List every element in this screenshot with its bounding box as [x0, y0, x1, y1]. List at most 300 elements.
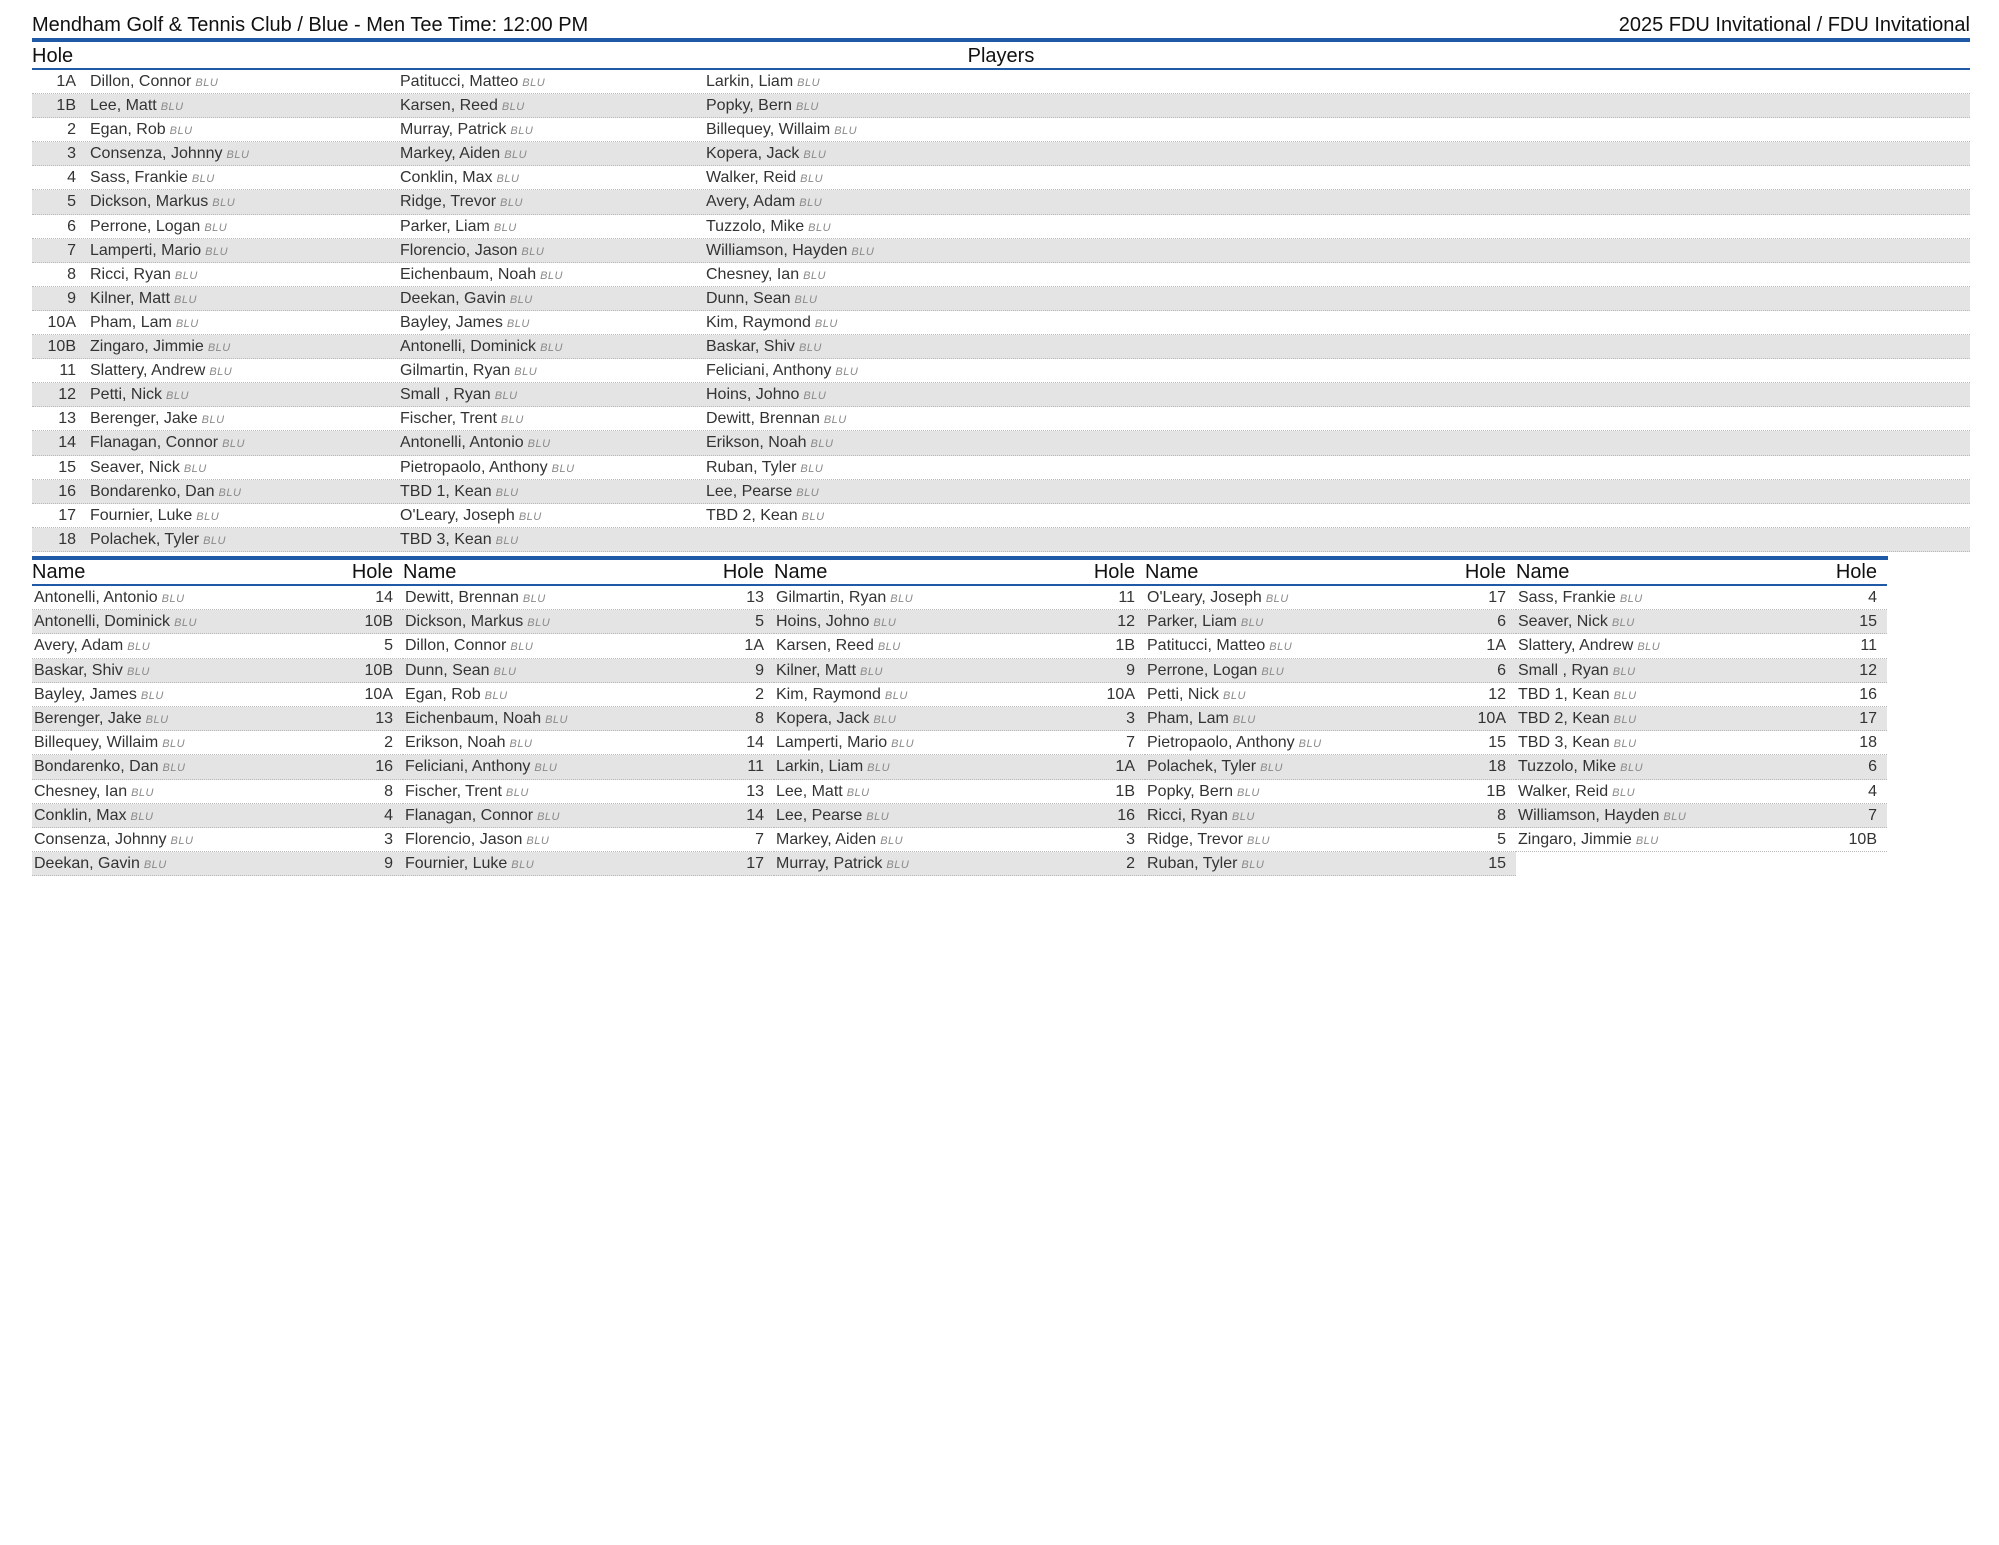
tee-tag: BLU: [126, 665, 150, 678]
player-name: Feliciani, Anthony: [706, 362, 832, 380]
hole-number: 4: [1868, 589, 1877, 606]
player-name: Conklin, Max: [400, 169, 493, 187]
hole-number: 16: [1859, 685, 1877, 703]
player-cell: [1518, 610, 1635, 633]
player-name: Gilmartin, Ryan: [400, 362, 511, 380]
hole-number: 17: [1859, 709, 1877, 727]
player-cell: [1518, 707, 1637, 730]
player-cell: [90, 94, 400, 117]
player-name: Gilmartin, Ryan: [776, 589, 887, 606]
list-item: [1516, 610, 1887, 634]
player-name: Flanagan, Connor: [405, 806, 534, 824]
hole-number: 3: [1126, 830, 1135, 848]
player-cell: [706, 70, 1006, 93]
list-item: [1145, 610, 1516, 634]
tee-tag: BLU: [495, 534, 519, 547]
list-item: [774, 586, 1145, 610]
player-name: Pham, Lam: [90, 313, 172, 331]
player-name: Walker, Reid: [1518, 782, 1609, 800]
player-cell: [34, 828, 193, 851]
tee-tag: BLU: [505, 786, 529, 799]
list-item: [1516, 659, 1887, 683]
tee-tag: BLU: [1298, 738, 1322, 751]
player-name: Fournier, Luke: [90, 506, 193, 524]
tee-tag: BLU: [191, 173, 215, 186]
player-name: Dickson, Markus: [405, 613, 524, 631]
player-name: Walker, Reid: [706, 169, 797, 187]
tee-tag: BLU: [814, 317, 838, 330]
list-item: [403, 634, 774, 658]
player-name: Markey, Aiden: [400, 145, 501, 163]
player-name: Feliciani, Anthony: [405, 758, 531, 776]
list-item: [403, 659, 774, 683]
tee-tag: BLU: [510, 641, 534, 654]
player-cell: [34, 610, 197, 633]
tee-tag: BLU: [518, 510, 542, 523]
tee-tag: BLU: [1613, 713, 1637, 726]
tee-tag: BLU: [810, 438, 834, 451]
tee-tag: BLU: [226, 149, 250, 162]
player-cell: [400, 118, 706, 141]
table-row: [32, 215, 1970, 239]
page-header: [32, 12, 1970, 42]
hole-number: 15: [58, 458, 76, 476]
player-name: Egan, Rob: [90, 121, 166, 139]
hole-number: 17: [58, 506, 76, 524]
player-cell: [90, 166, 400, 189]
player-cell: [1518, 634, 1660, 657]
tee-tag: BLU: [522, 77, 546, 89]
table-row: [32, 431, 1970, 455]
tee-tag: BLU: [1613, 689, 1637, 702]
hole-number: 13: [746, 589, 764, 606]
tee-tag: BLU: [823, 414, 847, 427]
list-item: [32, 586, 403, 610]
hole-number: 11: [747, 758, 764, 776]
hole-number: 1B: [1115, 637, 1135, 655]
player-name: Ricci, Ryan: [90, 265, 171, 283]
tee-tag: BLU: [143, 859, 167, 872]
player-name: Chesney, Ian: [34, 782, 128, 800]
tee-tag: BLU: [183, 462, 207, 475]
tee-tag: BLU: [511, 859, 535, 872]
tee-tag: BLU: [1241, 859, 1265, 872]
hole-number: 7: [1868, 806, 1877, 824]
player-name: TBD 2, Kean: [706, 506, 798, 524]
hole-number: 12: [58, 386, 76, 404]
player-cell: [776, 586, 913, 609]
hole-number: 4: [1868, 782, 1877, 800]
tee-tag: BLU: [493, 665, 517, 678]
player-cell: [776, 634, 901, 657]
player-name: Antonelli, Antonio: [400, 434, 524, 452]
player-cell: [34, 852, 167, 875]
player-name: Egan, Rob: [405, 685, 481, 703]
player-name: Kim, Raymond: [776, 685, 881, 703]
tee-tag: BLU: [493, 221, 517, 234]
tee-tag: BLU: [501, 101, 525, 114]
tee-tag: BLU: [797, 77, 821, 89]
tee-tag: BLU: [808, 221, 832, 234]
hole-number: 13: [375, 709, 393, 727]
player-cell: [34, 586, 185, 609]
player-cell: [776, 707, 896, 730]
player-cell: [400, 142, 706, 165]
hole-number: 7: [1126, 734, 1135, 752]
list-item: [403, 586, 774, 610]
player-name: Berenger, Jake: [90, 410, 198, 428]
player-name: Florencio, Jason: [405, 830, 523, 848]
player-name: Bondarenko, Dan: [34, 758, 159, 776]
player-cell: [90, 263, 400, 286]
list-item: [1516, 828, 1887, 852]
tee-tag: BLU: [866, 810, 890, 823]
player-name: Chesney, Ian: [706, 265, 800, 283]
tee-tag: BLU: [1611, 617, 1635, 630]
hole-assignments-table: [32, 44, 1970, 552]
hole-number: 5: [755, 613, 764, 631]
tee-tag: BLU: [201, 414, 225, 427]
tee-tag: BLU: [140, 689, 164, 702]
index-column: [774, 560, 1145, 876]
list-item: [403, 683, 774, 707]
name-column-header: Name: [774, 561, 828, 583]
hole-number: 10B: [364, 661, 393, 679]
player-name: Lee, Pearse: [706, 482, 793, 500]
tee-tag: BLU: [509, 293, 533, 306]
hole-number: 5: [384, 637, 393, 655]
hole-column-header: Hole: [722, 561, 764, 583]
tee-tag: BLU: [803, 390, 827, 403]
player-cell: [776, 804, 889, 827]
player-cell: [1147, 610, 1264, 633]
player-cell: [34, 634, 150, 657]
player-cell: [405, 586, 546, 609]
player-cell: [1147, 755, 1283, 778]
player-cell: [1518, 828, 1659, 851]
tee-tag: BLU: [1619, 593, 1643, 605]
table-row: [32, 504, 1970, 528]
player-name: Antonelli, Antonio: [34, 589, 158, 606]
player-cell: [400, 239, 706, 262]
hole-number: 16: [375, 758, 393, 776]
hole-number: 14: [746, 806, 764, 824]
player-cell: [90, 287, 400, 310]
hole-number: 12: [1488, 685, 1506, 703]
list-item: [1145, 731, 1516, 755]
tee-tag: BLU: [203, 534, 226, 547]
list-item: [774, 610, 1145, 634]
hole-number: 8: [1497, 806, 1506, 824]
tee-tag: BLU: [521, 245, 545, 258]
player-cell: [776, 755, 890, 778]
list-item: [1145, 683, 1516, 707]
hole-column-header: Hole: [1464, 561, 1506, 583]
hole-number: 2: [384, 734, 393, 752]
player-name: Williamson, Hayden: [706, 241, 848, 259]
player-cell: [405, 683, 508, 706]
tee-tag: BLU: [1261, 665, 1285, 678]
player-name: Kim, Raymond: [706, 313, 811, 331]
player-cell: [706, 190, 1006, 213]
player-name: Parker, Liam: [400, 217, 490, 235]
hole-column-header: Hole: [32, 45, 74, 67]
player-name: Antonelli, Dominick: [34, 613, 171, 631]
hole-number: 9: [1126, 661, 1135, 679]
hole-number: 6: [1497, 661, 1506, 679]
player-cell: [34, 804, 153, 827]
player-cell: [90, 383, 400, 406]
player-cell: [400, 287, 706, 310]
player-name: Lamperti, Mario: [776, 734, 888, 752]
tee-tag: BLU: [1232, 713, 1256, 726]
hole-number: 1A: [744, 637, 764, 655]
player-cell: [400, 383, 706, 406]
player-name: Popky, Bern: [1147, 782, 1233, 800]
tee-tag: BLU: [551, 462, 575, 475]
player-cell: [1147, 731, 1322, 754]
player-cell: [90, 70, 400, 93]
hole-number: 11: [1118, 589, 1135, 606]
tee-tag: BLU: [846, 786, 870, 799]
player-name: Consenza, Johnny: [90, 145, 223, 163]
list-item: [32, 804, 403, 828]
player-name: Petti, Nick: [1147, 685, 1220, 703]
player-name: Fischer, Trent: [400, 410, 497, 428]
player-name: Dillon, Connor: [405, 637, 507, 655]
player-cell: [400, 480, 706, 503]
tee-tag: BLU: [801, 510, 825, 523]
player-cell: [706, 407, 1006, 430]
player-cell: [1518, 683, 1637, 706]
table-row: [32, 166, 1970, 190]
player-cell: [405, 659, 516, 682]
player-name: Zingaro, Jimmie: [1518, 830, 1632, 848]
player-cell: [400, 94, 706, 117]
player-name: Murray, Patrick: [400, 121, 507, 139]
hole-number: 9: [384, 855, 393, 873]
table-row: [32, 263, 1970, 287]
list-item: [32, 683, 403, 707]
player-name: Conklin, Max: [34, 806, 127, 824]
tee-tag: BLU: [803, 269, 826, 282]
player-name: Slattery, Andrew: [90, 362, 206, 380]
hole-number: 17: [1488, 589, 1506, 606]
player-cell: [1518, 780, 1635, 803]
list-item: [774, 852, 1145, 876]
player-name: Dunn, Sean: [706, 289, 791, 307]
tee-tag: BLU: [174, 617, 197, 630]
tee-tag: BLU: [494, 390, 518, 403]
hole-number: 11: [1860, 637, 1877, 655]
tee-tag: BLU: [886, 859, 910, 872]
player-name: TBD 1, Kean: [400, 482, 492, 500]
player-name: Billequey, Willaim: [706, 121, 831, 139]
player-cell: [776, 659, 883, 682]
player-cell: [90, 118, 400, 141]
player-name: Eichenbaum, Noah: [400, 265, 537, 283]
hole-number: 12: [1859, 661, 1877, 679]
hole-number: 10B: [364, 613, 393, 631]
player-cell: [1518, 659, 1636, 682]
hole-number: 6: [67, 217, 76, 235]
list-item: [403, 731, 774, 755]
index-column-header: [403, 560, 774, 586]
player-name: Fournier, Luke: [405, 855, 508, 873]
player-name: Bayley, James: [400, 313, 503, 331]
tee-tag: BLU: [500, 414, 524, 427]
hole-number: 10B: [47, 338, 76, 356]
list-item: [774, 634, 1145, 658]
hole-number: 3: [67, 145, 76, 163]
tee-tag: BLU: [835, 366, 859, 379]
hole-column-header: Hole: [1835, 561, 1877, 583]
table-row: [32, 287, 1970, 311]
hole-number: 12: [1117, 613, 1135, 631]
list-item: [403, 610, 774, 634]
player-cell: [90, 456, 400, 479]
list-item: [774, 731, 1145, 755]
tee-tag: BLU: [162, 738, 186, 751]
player-cell: [776, 683, 908, 706]
player-cell: [706, 142, 1006, 165]
list-item: [403, 804, 774, 828]
list-item: [1516, 634, 1887, 658]
tee-tag: BLU: [851, 245, 875, 258]
list-item: [1145, 780, 1516, 804]
player-name: Kopera, Jack: [706, 145, 800, 163]
player-cell: [34, 683, 164, 706]
name-column-header: Name: [32, 561, 86, 583]
tee-tag: BLU: [212, 197, 236, 210]
list-item: [403, 707, 774, 731]
player-cell: [90, 335, 400, 358]
list-item: [1516, 780, 1887, 804]
hole-number: 16: [1117, 806, 1135, 824]
hole-number: 14: [58, 434, 76, 452]
hole-assignments-header: [32, 44, 1970, 70]
hole-number: 15: [1859, 613, 1877, 631]
player-name: Kilner, Matt: [776, 661, 857, 679]
player-name: Seaver, Nick: [90, 458, 180, 476]
player-name: Hoins, Johno: [706, 386, 800, 404]
player-cell: [34, 755, 185, 778]
player-name: Polachek, Tyler: [90, 530, 200, 548]
hole-number: 4: [67, 169, 76, 187]
tee-tag: BLU: [527, 617, 551, 630]
hole-number: 16: [58, 482, 76, 500]
player-cell: [706, 383, 1006, 406]
player-cell: [1518, 755, 1643, 778]
player-name: Deekan, Gavin: [34, 855, 140, 873]
tee-tag: BLU: [877, 641, 901, 654]
hole-number: 10A: [1477, 709, 1506, 727]
table-row: [32, 456, 1970, 480]
hole-column-header: Hole: [1093, 561, 1135, 583]
player-name: Hoins, Johno: [776, 613, 870, 631]
player-name: Small , Ryan: [1518, 661, 1609, 679]
tee-tag: BLU: [1236, 786, 1260, 799]
player-cell: [90, 431, 400, 454]
player-name: Bayley, James: [34, 685, 137, 703]
tee-tag: BLU: [195, 77, 219, 89]
list-item: [1516, 731, 1887, 755]
hole-number: 1A: [1115, 758, 1135, 776]
player-name: Williamson, Hayden: [1518, 806, 1660, 824]
player-name: Petti, Nick: [90, 386, 163, 404]
hole-number: 18: [1859, 734, 1877, 752]
player-name: O'Leary, Joseph: [400, 506, 515, 524]
tee-tag: BLU: [506, 317, 530, 330]
list-item: [32, 755, 403, 779]
hole-number: 5: [67, 193, 76, 211]
hole-number: 7: [67, 241, 76, 259]
player-name: Murray, Patrick: [776, 855, 883, 873]
tee-tag: BLU: [540, 342, 563, 355]
tee-tag: BLU: [509, 738, 533, 751]
player-cell: [90, 311, 400, 334]
list-item: [1516, 586, 1887, 610]
tee-tag: BLU: [174, 293, 197, 306]
hole-number: 8: [384, 782, 393, 800]
player-cell: [1518, 804, 1686, 827]
tee-tag: BLU: [891, 738, 915, 751]
hole-number: 8: [67, 265, 76, 283]
hole-number: 15: [1488, 855, 1506, 873]
list-item: [32, 659, 403, 683]
player-cell: [34, 659, 150, 682]
table-row: [32, 94, 1970, 118]
player-cell: [405, 610, 550, 633]
tee-tag: BLU: [795, 101, 819, 114]
hole-number: 1A: [1486, 637, 1506, 655]
player-name: Ridge, Trevor: [400, 193, 497, 211]
tee-tag: BLU: [205, 245, 229, 258]
tee-tag: BLU: [537, 810, 560, 823]
tee-tag: BLU: [500, 197, 523, 210]
player-cell: [1147, 634, 1292, 657]
player-cell: [1147, 852, 1264, 875]
player-cell: [405, 755, 557, 778]
hole-number: 13: [58, 410, 76, 428]
tee-tag: BLU: [1240, 617, 1264, 630]
player-cell: [405, 828, 549, 851]
tee-tag: BLU: [1663, 810, 1687, 823]
player-cell: [706, 166, 1006, 189]
player-cell: [1147, 586, 1289, 609]
list-item: [774, 659, 1145, 683]
hole-assignments-rows: [32, 70, 1970, 552]
tee-tag: BLU: [545, 713, 568, 726]
index-column-header: [32, 560, 403, 586]
player-name: O'Leary, Joseph: [1147, 589, 1262, 606]
player-name: Erikson, Noah: [706, 434, 807, 452]
tee-tag: BLU: [540, 269, 563, 282]
tee-tag: BLU: [162, 762, 186, 775]
player-cell: [706, 239, 1006, 262]
player-cell: [706, 335, 1006, 358]
player-cell: [34, 780, 154, 803]
player-index-grid: [32, 560, 1888, 876]
tee-tag: BLU: [880, 834, 904, 847]
hole-number: 14: [746, 734, 764, 752]
tee-tag: BLU: [527, 438, 551, 451]
player-cell: [706, 215, 1006, 238]
tee-tag: BLU: [1637, 641, 1661, 654]
player-name: Zingaro, Jimmie: [90, 338, 204, 356]
list-item: [1145, 828, 1516, 852]
tee-tag: BLU: [873, 713, 897, 726]
